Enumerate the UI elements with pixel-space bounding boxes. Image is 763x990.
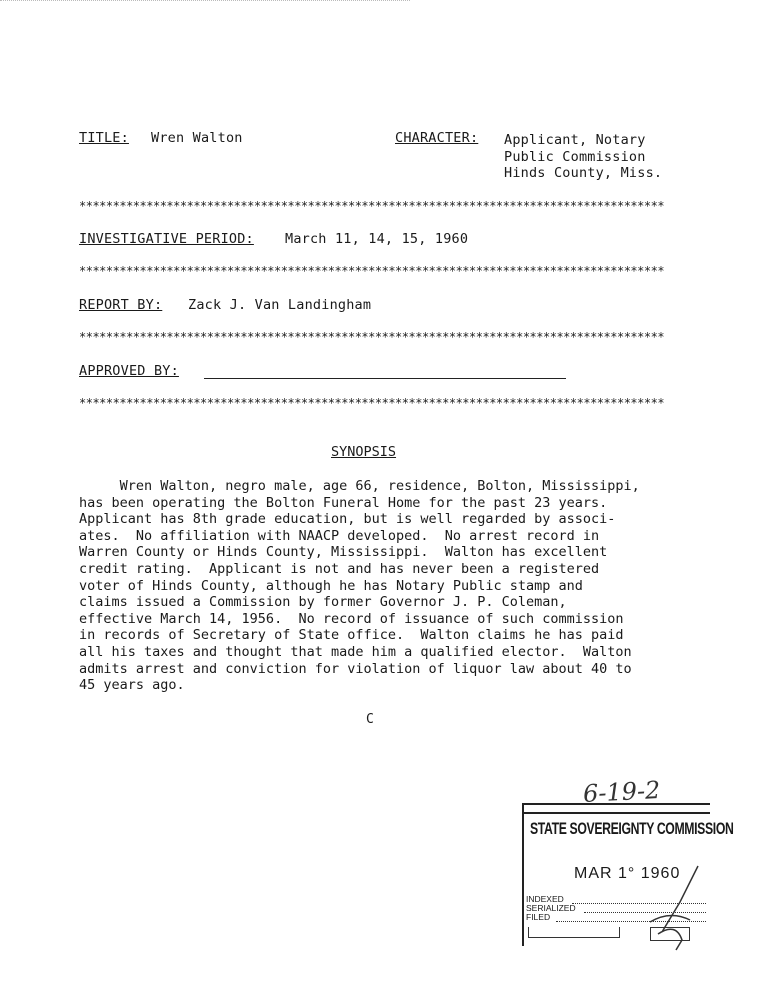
separator-3: *************************************************************************************** bbox=[79, 331, 665, 343]
character-label: CHARACTER: bbox=[395, 130, 479, 146]
investigative-period-value: March 11, 14, 15, 1960 bbox=[285, 231, 469, 247]
separator-4: *************************************************************************************** bbox=[79, 397, 665, 409]
approved-by-signature-line bbox=[204, 378, 566, 379]
stamp-serialized-label: SERIALIZED bbox=[526, 903, 576, 913]
approved-by-label: APPROVED BY: bbox=[79, 363, 179, 379]
stamp-title: STATE SOVEREIGNTY COMMISSION bbox=[530, 819, 734, 838]
stamp-filed-label: FILED bbox=[526, 912, 551, 922]
separator-2: *************************************************************************************** bbox=[79, 265, 665, 277]
stamp-border-line bbox=[524, 812, 710, 814]
footer-mark: C bbox=[366, 712, 374, 727]
top-edge-dots bbox=[0, 0, 410, 4]
stamp-box-left bbox=[528, 927, 620, 938]
character-line-2: Public Commission bbox=[504, 148, 646, 165]
report-by-value: Zack J. Van Landingham bbox=[188, 297, 372, 313]
synopsis-heading: SYNOPSIS bbox=[331, 444, 397, 460]
investigative-period-label: INVESTIGATIVE PERIOD: bbox=[79, 231, 254, 247]
title-value: Wren Walton bbox=[151, 130, 243, 146]
handwritten-file-number: 6-19-2 bbox=[582, 775, 661, 809]
character-line-1: Applicant, Notary bbox=[504, 132, 646, 148]
report-by-label: REPORT BY: bbox=[79, 297, 163, 313]
synopsis-text: Wren Walton, negro male, age 66, residence, Bolton, Mississippi, has been operating the Bolton Funeral Home for the past 23 years. Applicant has 8th grade education, but is well regarded by associ- ates. No affiliation with NAACP developed. No arrest record in Warren County or Hinds County, Mississippi. Walton has excellent credit rating. Applicant is not and has never been a registered voter of Hinds County, although he has Notary Public stamp and claims issued a Commission by former Governor J. P. Coleman, effective March 14, 1956. No record of issuance of such commission in records of Secretary of State office. Walton claims he has paid all his taxes and thought that made him a qualified elector. Walton admits arrest and conviction for violation of liquor law about 40 to 45 years ago. bbox=[79, 478, 640, 694]
separator-1: *************************************************************************************** bbox=[79, 200, 665, 212]
character-line-3: Hinds County, Miss. bbox=[504, 165, 663, 181]
stamp-indexed-label: INDEXED bbox=[526, 894, 564, 904]
stamp-date: MAR 1° 1960 bbox=[574, 865, 681, 882]
initials-scribble bbox=[640, 862, 700, 952]
title-label: TITLE: bbox=[79, 130, 129, 146]
